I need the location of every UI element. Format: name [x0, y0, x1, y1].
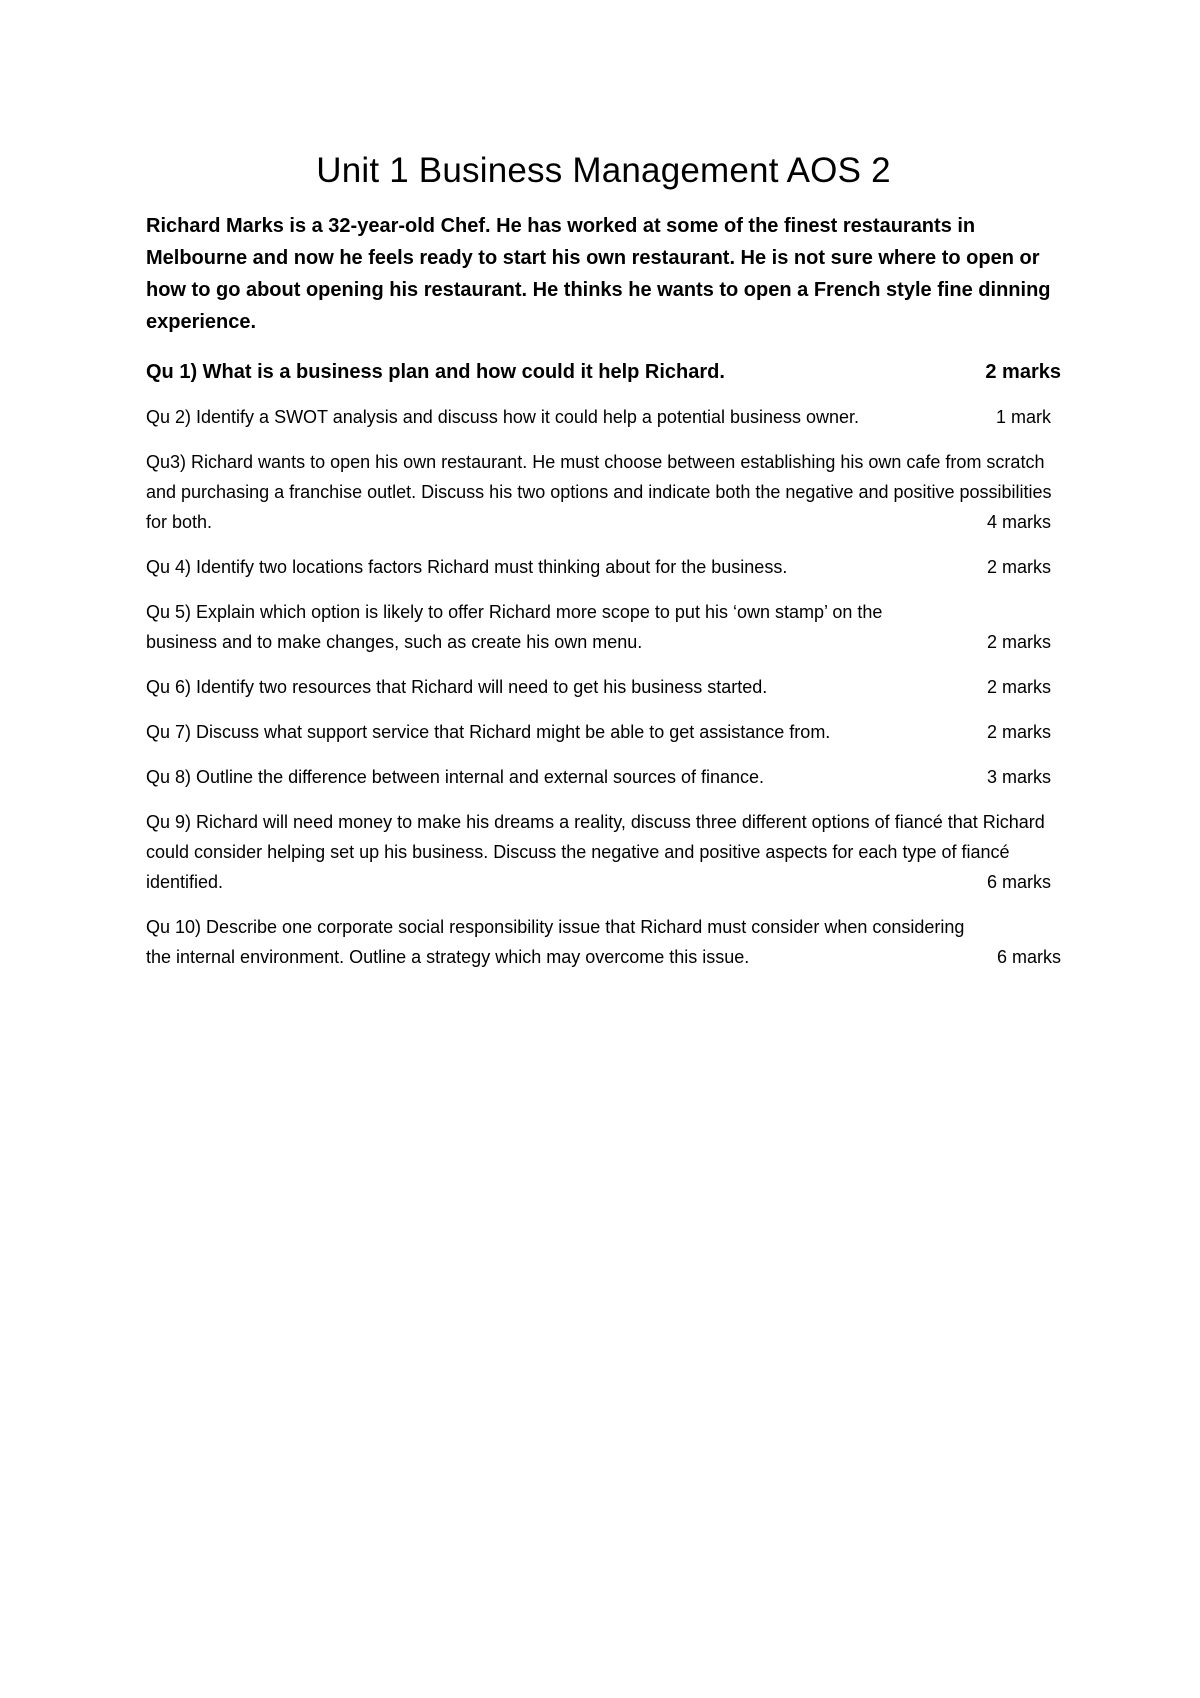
question-1 [146, 356, 1061, 388]
question-6-text: Qu 6) Identify two resources that Richard will need to get his business started. [146, 677, 768, 697]
question-9-marks: 6 marks [986, 872, 1051, 892]
document-page [146, 150, 1061, 987]
question-4-marks: 2 marks [986, 557, 1051, 577]
question-3 [146, 447, 1061, 537]
question-5-text: Qu 5) Explain which option is likely to offer Richard more scope to put his ‘own stamp’ on the business and to make changes, such as create his own menu. [146, 602, 883, 652]
question-5-marks: 2 marks [986, 632, 1051, 652]
question-2-marks: 1 mark [995, 407, 1051, 427]
question-2 [146, 402, 1061, 432]
question-4-text: Qu 4) Identify two locations factors Richard must thinking about for the business. [146, 557, 788, 577]
question-7-marks: 2 marks [986, 722, 1051, 742]
question-3-text: Qu3) Richard wants to open his own restaurant. He must choose between establishing his own cafe from scratch and purchasing a franchise outlet. Discuss his two options and indicate both the negative and positive possibilities for both. [146, 452, 1052, 532]
question-9-text: Qu 9) Richard will need money to make his dreams a reality, discuss three different options of fiancé that Richard could consider helping set up his business. Discuss the negative and positive aspects for each type of fiancé identified. [146, 812, 1045, 892]
question-10-marks: 6 marks [996, 947, 1061, 967]
question-1-marks: 2 marks [985, 361, 1061, 383]
question-2-text: Qu 2) Identify a SWOT analysis and discuss how it could help a potential business owner. [146, 407, 860, 427]
question-7 [146, 717, 1061, 747]
question-1-text: Qu 1) What is a business plan and how could it help Richard. [146, 361, 725, 383]
question-4 [146, 552, 1061, 582]
question-10 [146, 912, 1061, 972]
question-10-text: Qu 10) Describe one corporate social responsibility issue that Richard must consider when considering the internal environment. Outline a strategy which may overcome this issue. [146, 917, 965, 967]
question-7-text: Qu 7) Discuss what support service that Richard might be able to get assistance from. [146, 722, 831, 742]
question-5 [146, 597, 1061, 657]
question-8-text: Qu 8) Outline the difference between internal and external sources of finance. [146, 767, 765, 787]
question-6-marks: 2 marks [986, 677, 1051, 697]
document-title: Unit 1 Business Management AOS 2 [316, 151, 891, 190]
question-8-marks: 3 marks [986, 767, 1051, 787]
question-8 [146, 762, 1061, 792]
question-3-marks: 4 marks [986, 512, 1051, 532]
intro-paragraph: Richard Marks is a 32-year-old Chef. He has worked at some of the finest restaurants in Melbourne and now he feels ready to start his own restaurant. He is not sure where to open or how to go about opening his restaurant. He thinks he wants to open a French style fine dinning experience. [146, 215, 1051, 333]
question-6 [146, 672, 1061, 702]
question-9 [146, 807, 1061, 897]
